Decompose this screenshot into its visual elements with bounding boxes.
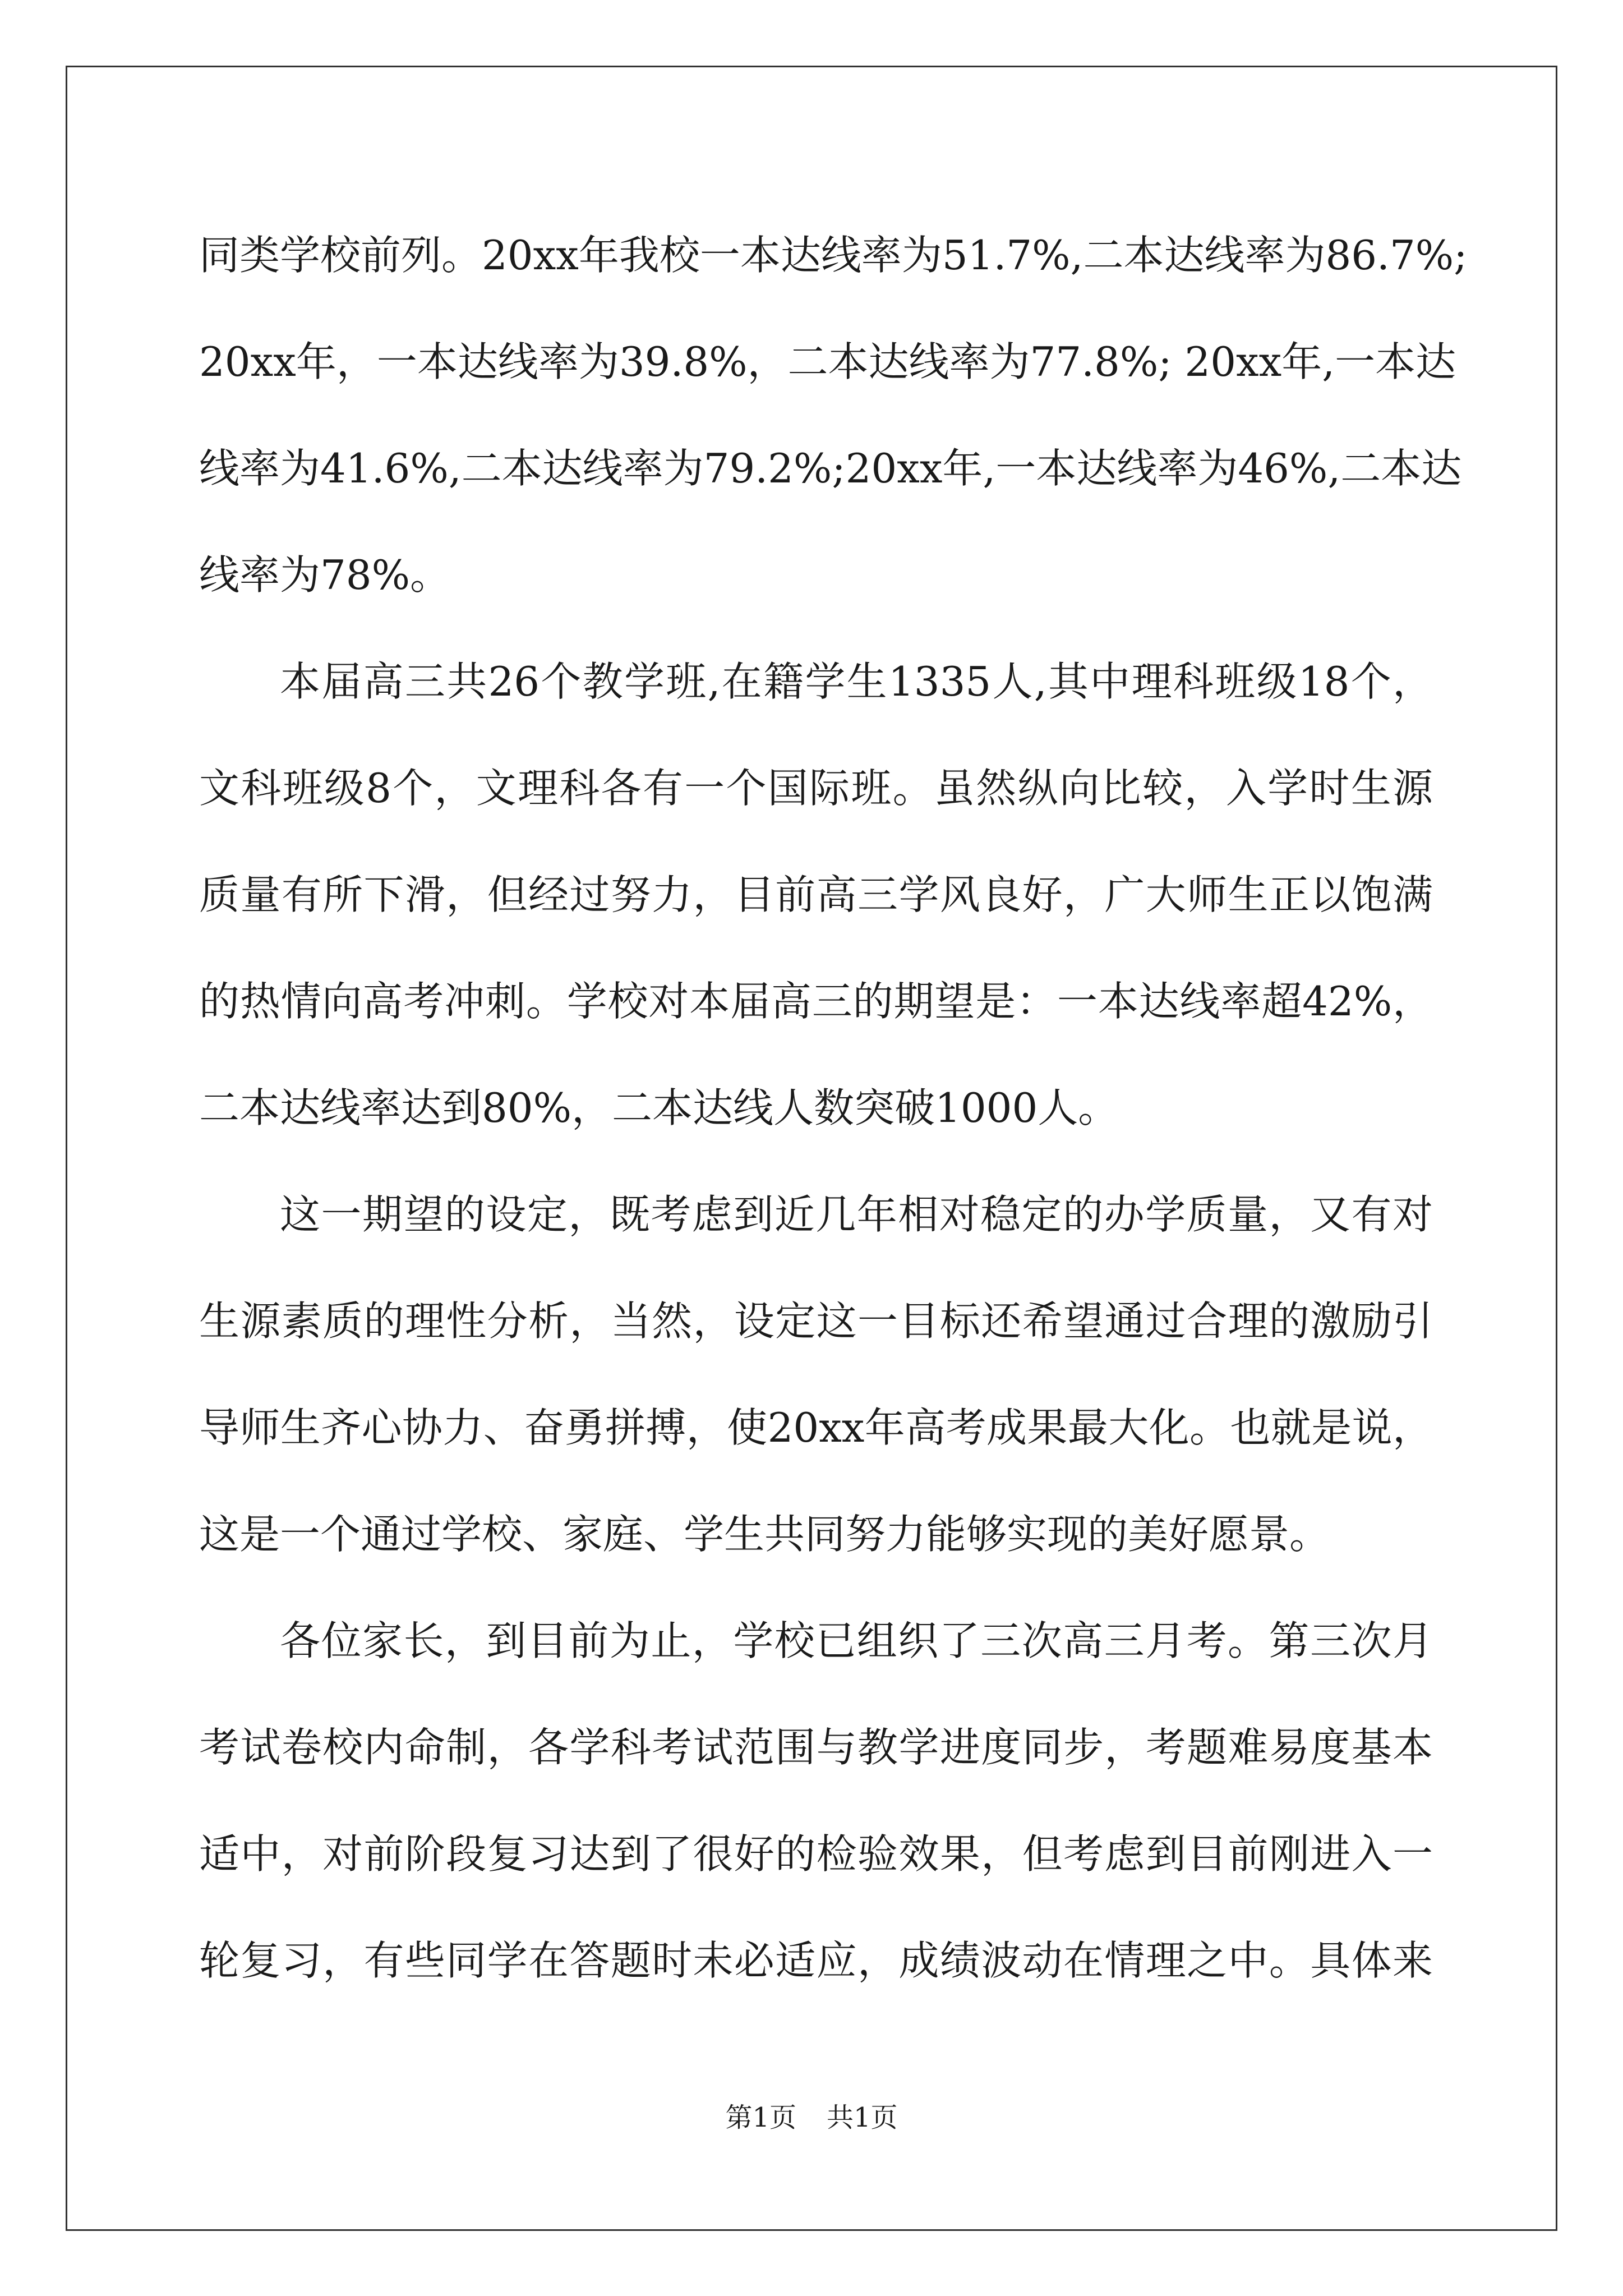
document-body <box>199 202 1468 2014</box>
text-line: 同类学校前列。20xx年我校一本达线率为51.7%,二本达线率为86.7%; <box>199 232 1468 279</box>
text-line: 导师生齐心协力、奋勇拼搏，使20xx年高考成果最大化。也就是说， <box>199 1404 1433 1451</box>
text-line: 适中，对前阶段复习达到了很好的检验效果，但考虑到目前刚进入一 <box>199 1830 1433 1878</box>
text-line: 20xx年，一本达线率为39.8%，二本达线率为77.8%; 20xx年,一本达 <box>199 338 1456 385</box>
page-number: 第1页 <box>725 2102 796 2133</box>
paragraph-first-line: 这一期望的设定，既考虑到近几年相对稳定的办学质量，又有对 <box>280 1191 1433 1238</box>
paragraph-first-line: 本届高三共26个教学班,在籍学生1335人,其中理科班级18个， <box>280 658 1433 705</box>
text-line: 质量有所下滑，但经过努力，目前高三学风良好，广大师生正以饱满 <box>199 871 1433 918</box>
page-footer <box>0 2101 1623 2134</box>
paragraph-first-line: 各位家长，到目前为止，学校已组织了三次高三月考。第三次月 <box>280 1617 1433 1664</box>
text-line: 轮复习，有些同学在答题时未必适应，成绩波动在情理之中。具体来 <box>199 1937 1433 1984</box>
page-total: 共1页 <box>827 2102 898 2133</box>
text-line: 线率为78%。 <box>199 551 451 599</box>
text-line: 线率为41.6%,二本达线率为79.2%;20xx年,一本达线率为46%,二本达 <box>199 445 1462 492</box>
text-line: 这是一个通过学校、家庭、学生共同努力能够实现的美好愿景。 <box>199 1511 1330 1558</box>
text-line: 文科班级8个，文理科各有一个国际班。虽然纵向比较，入学时生源 <box>199 765 1433 812</box>
text-line: 考试卷校内命制，各学科考试范围与教学进度同步，考题难易度基本 <box>199 1724 1433 1771</box>
text-line: 生源素质的理性分析，当然，设定这一目标还希望通过合理的激励引 <box>199 1297 1433 1345</box>
text-line: 二本达线率达到80%，二本达线人数突破1000人。 <box>199 1084 1119 1131</box>
text-line: 的热情向高考冲刺。学校对本届高三的期望是：一本达线率超42%， <box>199 978 1433 1025</box>
